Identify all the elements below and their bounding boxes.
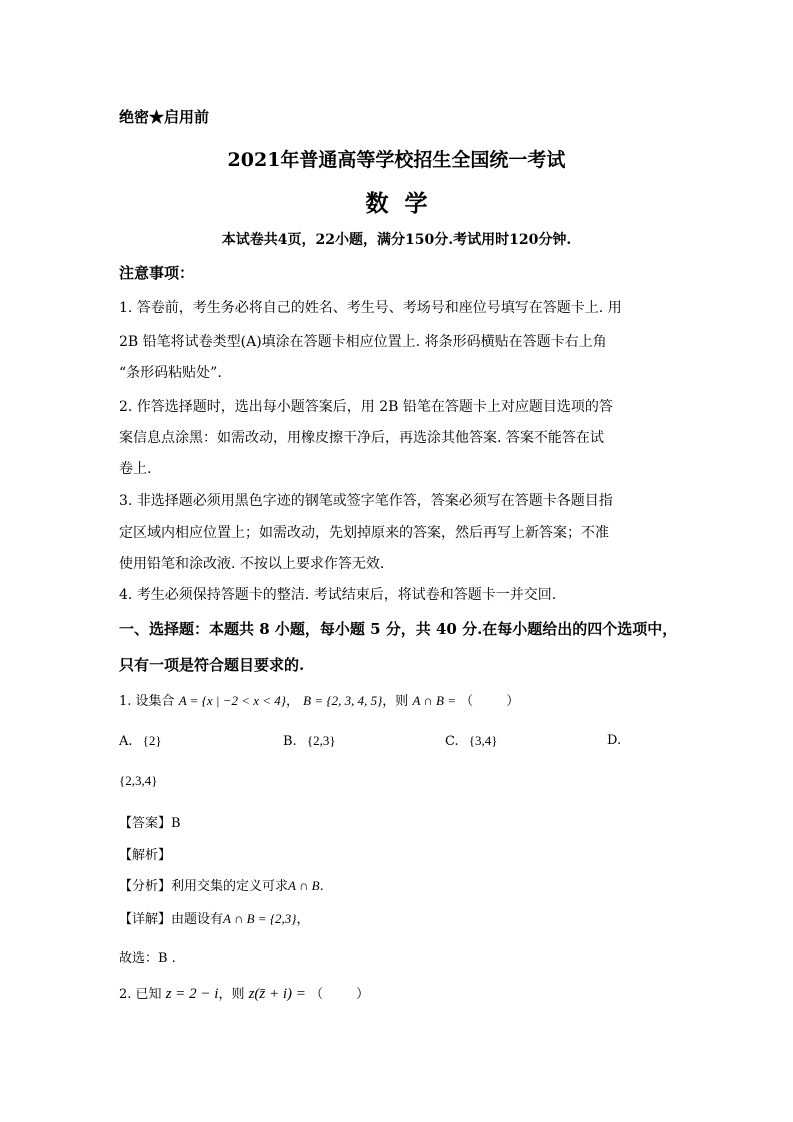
note-line: 使用铅笔和涂改液. 不按以上要求作答无效. [119, 556, 385, 572]
option-value: {2,3} [306, 733, 336, 748]
q1-analysis-end: . [319, 879, 324, 894]
q2-prefix: 2. 已知 [119, 987, 162, 1002]
q1-conclusion: 故选：B . [119, 951, 176, 966]
q1-set-a: A = {x | −2 < x < 4} [178, 693, 286, 708]
q1-analysis-text: 【分析】利用交集的定义可求 [119, 879, 289, 894]
option-label: C. [445, 734, 459, 749]
note-line: 定区域内相应位置上；如需改动，先划掉原来的答案，然后再写上新答案；不准 [119, 525, 609, 541]
secret-label: 绝密★启用前 [119, 108, 210, 126]
exam-info: 本试卷共4页，22小题，满分150分.考试用时120分钟. [221, 232, 572, 248]
note-line: 3. 非选择题必须用黑色字迹的钢笔或签字笔作答，答案必须写在答题卡各题目指 [119, 493, 613, 509]
subject-title: 数 学 [365, 190, 428, 217]
note-line: 卷上. [119, 461, 152, 477]
q1-then: ，则 [382, 694, 409, 709]
note-line: 2. 作答选择题时，选出每小题答案后，用 2B 铅笔在答题卡上对应题目选项的答 [119, 399, 613, 415]
option-value: {2} [142, 733, 162, 748]
note-line: 案信息点涂黑：如需改动，用橡皮擦干净后，再选涂其他答案. 答案不能答在试 [119, 430, 604, 446]
option-label: A. [119, 734, 133, 749]
q1-set-b: B = {2, 3, 4, 5} [303, 693, 383, 708]
q1-detail-text: 【详解】由题设有 [119, 912, 224, 927]
q2-given: z = 2 − i [165, 986, 219, 1002]
q1-sep: ， [286, 694, 300, 709]
q1-expr: A ∩ B = [412, 693, 456, 708]
option-d-label[interactable]: D. [607, 733, 622, 748]
q1-paren: （ ） [460, 694, 520, 709]
note-line: “条形码粘贴处”. [119, 365, 222, 381]
note-line: 1. 答卷前，考生务必将自己的姓名、考生号、考场号和座位号填写在答题卡上. 用 [119, 300, 622, 316]
exam-title: 2021年普通高等学校招生全国统一考试 [227, 149, 566, 171]
option-a[interactable] [119, 733, 162, 749]
q1-analysis-expr: A ∩ B [288, 878, 320, 893]
q1-prefix: 1. 设集合 [119, 694, 175, 709]
question-1 [119, 690, 519, 709]
section-heading-cont: 只有一项是符合题目要求的. [119, 656, 305, 674]
section-heading: 一、选择题：本题共 8 小题，每小题 5 分，共 40 分.在每小题给出的四个选项中， [119, 620, 678, 638]
option-label: B. [283, 734, 297, 749]
q2-then: ，则 [218, 987, 245, 1002]
q1-detail [119, 908, 310, 927]
option-d-value: {2,3,4} [119, 773, 158, 788]
q1-detail-expr: A ∩ B = {2,3} [223, 911, 297, 926]
q1-answer: 【答案】B [119, 816, 181, 831]
q2-paren: （ ） [310, 987, 370, 1002]
question-2 [119, 983, 369, 1003]
q2-expr: z(z̄ + i) = [248, 986, 306, 1002]
q1-analysis-heading: 【解析】 [119, 848, 172, 863]
option-c[interactable] [445, 733, 498, 749]
q1-analysis [119, 875, 324, 894]
note-line: 4. 考生必须保持答题卡的整洁. 考试结束后，将试卷和答题卡一并交回. [119, 587, 557, 603]
option-b[interactable] [283, 733, 336, 749]
q1-detail-end: ， [296, 912, 310, 927]
option-value: {3,4} [468, 733, 498, 748]
notes-heading: 注意事项： [119, 264, 195, 282]
note-line: 2B 铅笔将试卷类型(A)填涂在答题卡相应位置上. 将条形码横贴在答题卡右上角 [119, 334, 607, 350]
